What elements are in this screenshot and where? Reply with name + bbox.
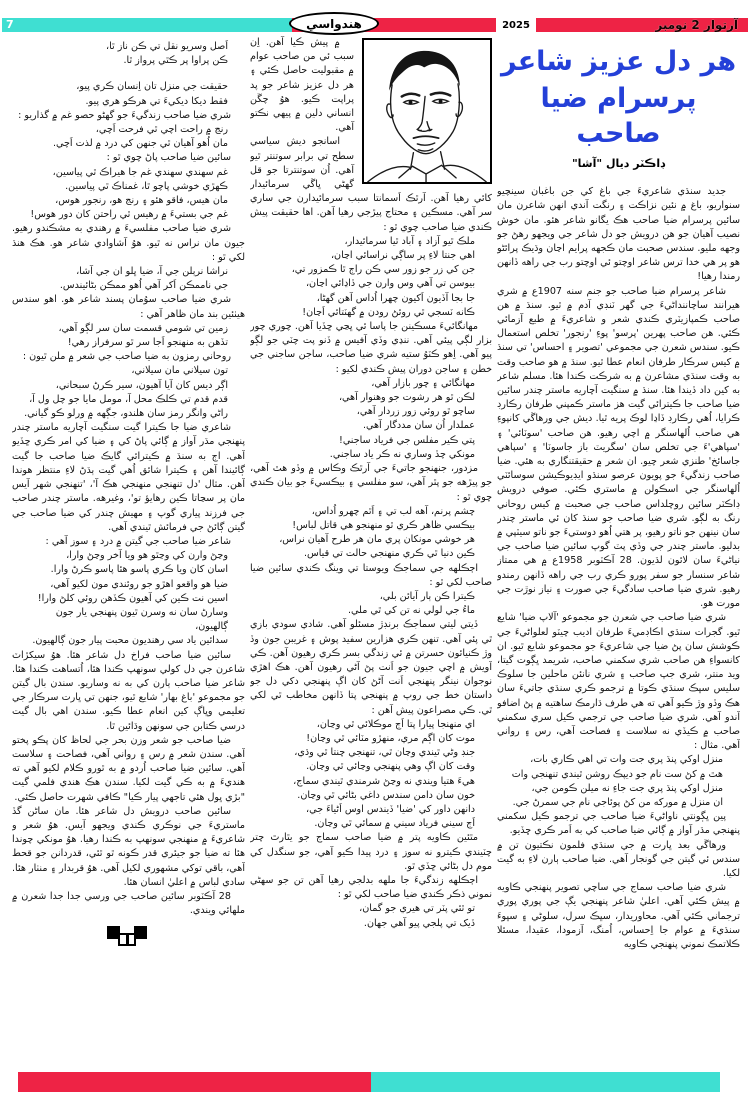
- paragraph: اسانجو ديش سياسي سطح تي برابر سوتنتر ٿيو آهي. اُن سوتنترتا جو قل گهڻي ڀاڱي سرمائيدار کائي رهيا آهن. آرٿڪ اَسمانتا سبب سرمائيدارن جي ساري سر آهي. مسڪين ۽ محتاج پيڙجي رهيا آهن. اها حقيقت پيش ڪندي ضيا صاحب چوي ٿو :: [250, 136, 492, 233]
- verse-line: ڪن پراوا پر ڪٿي پرواز ٿا.: [123, 55, 228, 67]
- paragraph: شاعري ضيا جا ڪيترا گيت سنگيت آچاريه ماستر چندر پنهنجي مڌر آواز ۾ ڳائي پاڻ کي ۽ ضيا کي امر ڪري ڇڏيو آهي. اڄ به سنڌ ۾ ڪيترائي گايڪ ضيا صاحب جا گيت ڳائيندا آهن ۽ ڪيترا شائق اُهي گيت ٻڌڻ لاءِ منتظر هوندا آهن. مثال 'دل تنهنجي منهنجي هڪ آ'، 'تنهنجي شهر آيس مان پر سڃاتا ڪين رهايؤ تو'، وغيرهه. ماستر چندر صاحب جي فرزند پياري گوپ ۽ مهيش چندر کي ضيا صاحب جي گيتن ڳائڻ جي فرمائش ٿيندي آهي.: [12, 422, 245, 533]
- verse-line: تون سيلاني مان سيلاني،: [131, 365, 228, 377]
- page-number: 7: [6, 18, 14, 31]
- verse-line: تڏهن به منهنجو اَجا سر ٿو سرفراز رهي!: [67, 337, 228, 349]
- paragraph: مٿئين ڪاويه پتر ۾ ضيا صاحب سماج جو يٿارٿ چتر چٽيندي ڪيترو نه سوز ۽ درد پيدا ڪيو آهي، جو سنگدل کي موم دل بڻائي ڇڏي ٿو.: [250, 832, 492, 872]
- verse-line: مان هيس، فاقو هئو ۽ رنج هو، رنجور هوس،: [55, 195, 228, 207]
- verse-line: جن کي زر جو زور سي ڪن راڄ ٿا ڪمزور تي،: [291, 264, 475, 276]
- verse-line: عملدار اُن سان مددگار آهي.: [362, 420, 475, 432]
- newspaper-logo: [289, 12, 379, 35]
- paragraph: سائين صاحب درويش دل شاعر هئا. مان ساڻن گڏ ماستريءَ جي نوڪري ڪندي ويجهو آيس. هوُ شعر و شاعريءَ ۾ منهنجي سونهپ به ڪندا رهيا. هوُ مونکي چوندا هئا ته ضيا جو جيئري قدر ڪونه ٿو ٿئي، قدردانن جو قحط آهي، باقي توکي مشهوري لکيل آهي. هوُ قربدار ۽ منٺار هئا. سادي لباس ۾ اعليٰ انسان هئا.: [12, 805, 245, 888]
- verse-line: اسان کان ويا ڪري پاسو هئا پاسو ڪرڻ وارا.: [50, 564, 228, 576]
- verse-line: منزل اوکي پنڌ پري جت وات تي اهي ڪاري بات،: [530, 754, 723, 766]
- verse-line: موت کان اڳم مري، منهڙو مٽائي ٿي وڃان!: [306, 732, 475, 744]
- paragraph: ۾ پيش ڪيا آهن. اِن سبب ئي من صاحب عوام ۾ مقبوليت حاصل ڪئي ۽ هر دل عزيز شاعر جو پد پراپت ڪيو. هوُ چڱن انساني دلين ۾ پيهي نڪتو آهي.: [250, 37, 354, 134]
- masthead-date: آرتوار 2 نومبر: [655, 18, 738, 32]
- paragraph: شري ضيا صاحب مفلسيءَ ۾ رهندي به مشڪندو رهيو. جيون مان نراس نه ٿيو. هوُ آشاوادي شاعر هو. هڪ هنڌ لکي ٿو :: [12, 223, 245, 263]
- verse-line: ان منزل ۾ مورکه من کڻ پوئاجي نام جي سمرڻ جي.: [512, 796, 723, 808]
- verse-line: ضيا هو واقعو اهڙو جو روئندي مون لکيو آهي،: [50, 578, 228, 590]
- verse-line: پتي ڪير مفلس جي فرياد ساجني!: [338, 434, 475, 446]
- verse-line: غم جي بستيءَ ۾ رهيس ٿي راحتن کان دور هوس!: [30, 209, 228, 221]
- verse-line: سدائين ياد سي رهنديون محبت پيار جون ڳالهيون.: [32, 635, 228, 647]
- verse-line: خون سان دامن سندس داغي بڻائي ٿي وڃان.: [297, 789, 475, 801]
- paragraph: جديد سنڌي شاعريءَ جي باغ کي جن باغبان سينچيو سنواريو، باغ ۾ نئين نزاڪت ۽ رنگت آندي انهن شاعرن مان سائين پرسرام ضيا صاحب هڪ يگانو شاعر هئو. مان خوش نصيب آهيان جو هن درويش جو دل شاعر جي ويجهو رهڻ جو وجهه مليو. سندس صحبت مان ڪجهه پرايم اڃان وڌيڪ پرائڻو هو پر هي خدا ترس شاعر اوچتو ئي اوچتو رب جي راهه ڏانهن رمندا رهيا!: [497, 186, 740, 283]
- verse-line: ڪهڙي خوشي پاچو ٿا، غمناڪ ٿي پياسين.: [65, 180, 228, 192]
- verse-line: جا بجا آڏيون اَکيون چهرا اُداس آهن گهڻا،: [316, 292, 475, 304]
- verse-line: غم سهندي سهندي غم جا هيراڪ ٿي پياسين،: [52, 166, 228, 178]
- verse-line: جنڊ وڻي ٿيندي وڃان ٿي، تنهنجي چنتا ٿي وڌي،: [294, 747, 475, 759]
- verse-line: راڻي وانگر رمز سان هلندو، جڳهه ۾ ورلو ڪو گياني.: [24, 408, 228, 420]
- verse-line: اڳر ديس کان آيا آهيون، سير ڪرڻ سبحاني،: [55, 379, 228, 391]
- verse-line: زمين تي شومي قسمت سان سر لڳو آهي،: [58, 322, 228, 334]
- verse-line: دانهن داور کي 'ضيا' ڏيندس اوس اَڻياءَ جي،: [306, 803, 475, 815]
- verse-line: فقط ديکا ديکيءَ تي هرڪو هري پيو.: [85, 95, 228, 107]
- paragraph: پين ڀڳونتي ناواڻيءَ ضيا صاحب جي ترجمو ڪيل سکمني پنهنجي مڌر آواز ۾ ڳائي ضيا صاحب کي به اَمر ڪري ڇڏيو.: [497, 811, 740, 837]
- verse-line: ڪيترا ڪن ٻار آيائن بلي،: [379, 590, 475, 602]
- paragraph: شاعر پرسرام ضيا صاحب جو جنم سنه 1907ع ۾ شري هيرانند ساچاننداڻيءَ جي گهر ٽنڊي آدم ۾ ٿيو. سنڌ ۾ هن صاحب ڪمپازيٽري ڪندي شعر و شاعريءَ ۾ طبع آزمائي ڪئي. هن صاحب پهرين 'پرسو' پوءِ 'رنجور' تخلص استعمال ڪيو. سندس شعرن جي مجموعي 'تصوير ۽ احساس' تي سنڌ ۾ کيس سرڪار طرفان انعام عطا ٿيو. سنڌ ۾ هو صاحب وقت به وقت سنڌي مشاعرن ۾ به شرڪت ڪندا هئا. مسلم شاعر به کين داد ڏيندا هئا. سنڌ ۾ سنگيت آچاريه ماستر چندر سائين ضيا صاحب جا ڪيترائي گيت هز ماستر ڪمپني طرفان رڪارڊ ڪرايا، اُهي رڪارڊ ڏاڍا لوڪ پريه ٿيا. ديش جي ورهاڱي کانپوءِ هي صاحب اُلهاسنگر ۾ اچي رهيو. هن صاحب 'سوٽائي' ۽ 'سپاهي'ءَ جي تخلص سان 'سگريٽ باز جاسوٽا' ۽ 'سپاهي جاسائخ' طنزي شعر چيو. ان شعر ۾ حقيقتنگاري به هئي. ضيا صاحب زندگيءَ جو پويون عرصو سنڌو ايڊيوڪيشن سوسائٽي اُلهاسنگر جي اسڪولن ۾ ماستري ڪئي. صوفي درويش ڊاڪٽر سائين روچلداس صاحب جي صحبت ۾ کيس روحاني رنگ به لڳو. شري ضيا صاحب جو سنڌ کان ئي ماستر چندر سان نينهن جو ناتو رهيو، پر هتي اُهو دوستيءَ جو ناتو سيٽپي ۾ بدليو. ماستر چندر جي وڏي پٽ گوپ سائين ضيا صاحب جي نياڻيءَ سان لائون لڌيون. 28 آڪٽوبر 1958ع ۾ هي ممتاز شاعر سنسار جو سفر پورو ڪري رب جي راهه ڏانهن رمندو رهيو. شري ضيا صاحب سادگيءَ جي صورت ۽ نياز نوڙت جي مورت هو.: [497, 285, 740, 610]
- article-text-left: [12, 40, 245, 918]
- paragraph: شري ضيا صاحب زندگيءَ جو گهڻو حصو غم ۾ گذاريو :: [18, 109, 231, 121]
- newspaper-name: هندواسي: [306, 16, 362, 31]
- paragraph: اڄڪلهه زندگيءَ جا ملهه بدلجي رهيا آهن تن جو سهڻي نموني ذڪر ڪندي ضيا صاحب لکي ٿو :: [250, 874, 492, 901]
- column-left: [12, 40, 245, 1075]
- paragraph: اڄڪلهه جي سماجڪ ويوستا تي وينگ ڪندي سائين ضيا صاحب لکي ٿو :: [250, 562, 492, 588]
- paragraph: سائين ضيا صاحب فراخ دل شاعر هئا. هوُ سيکڙاٽ شاعرن جي دل کولي سونهپ ڪندا هئا، اُتساهت ڪندا هئا. شاعر ضيا صاحب ٻارن کي به نه وساريو. سندن بال گيتن جو مجموعو 'باغ بهار' شايع ٿيو، جنهن تي ڀارت سرڪار جي تعليمي وڀاڳ کين انعام عطا ڪيو. سندن اهي بال گيت درسي ڪتابن جي سونهن وڌائين ٿا.: [12, 649, 245, 732]
- verse-line: رنج ۾ راحت اچي ٿي فرحت اَچي،: [95, 124, 228, 136]
- verse-line: نراشا نرٻلن جي آ، ضيا ڀلو ان جي آشا،: [76, 266, 228, 278]
- verse-line: اَصل وسريو نقل تي ڪن ناز ٿا،: [106, 41, 228, 52]
- verse-line: منزل اوکي پنڌ پري جت جاءِ نه ميلن ڪومن جي،: [531, 782, 723, 794]
- article-headline-line2: پرسرام ضيا صاحب: [540, 83, 697, 149]
- verse-line: هيءَ هتيا ويندي نه وڃڻ شرمندي ٿيندي سماج،: [293, 775, 475, 787]
- paragraph: مهانگائيءَ مسڪينن جا پاسا ئي ڀڃي ڇڏيا آهن. چوري چور بزار لڳي پيئي آهي. ننڍي وڏي آفيس ۾ ڏنو پت چٽي جو لڳو پيو آهي. اِهو ڪٽوُ ستيه شري ضيا صاحب، ساجن ساجني جي خطن ۽ ساجن دوران پيش ڪندي لکيو :: [250, 321, 492, 375]
- paragraph: روحاني رمزون به ضيا صاحب جي شعر ۾ ملن ٿيون :: [22, 351, 231, 363]
- verse-line: هر خوشي مونکان پري مان هر طرح آهيان نراس،: [279, 534, 475, 546]
- verse-line: ماءُ جي لولي نه تن کي ٿي ملي.: [347, 605, 475, 617]
- verse-line: اَڄ سيني فرياد سيني ۾ سمائي ٿي وڃان.: [314, 818, 475, 830]
- verse-line: اسين نت ڪين کي آهيون ڪڏهن روئي کلڻ وارا!: [37, 592, 228, 604]
- verse-line: جي ناممڪن اَکر آهي اُهو ممڪن بڻائيندس.: [59, 280, 228, 292]
- verse-line: قدم قدم تي ڪلڪ محل آ، مومل مايا جو چل ول آ،: [29, 393, 228, 405]
- article-text-right: [497, 185, 740, 952]
- spacer: [12, 68, 245, 80]
- paragraph: شري ضيا صاحب جي شعرن جو مجموعو 'آلاپ ضيا' شايع ٿيو. گجرات سنڌي اڪاڊميءَ طرفان اديب چيٽو لعلواڻيءَ جي ڪوشش سان پڻ ضيا جي شاعريءَ جو مجموعو شايع ٿيو. ان کانسواءِ هن صاحب شري سکمني صاحب، شريمد ڀڳوت گيتا، ويد منتر، شري جپ صاحب ۽ شري نانئن ماحلين جا سلوڪ سليس سڀڪ سنڌي ڪوتا ۾ ترجمو ڪري سنڌي جاتيءَ سان هڪ وڏو وڙ ڪيو آهي ته هي طرف ڌارمڪ ساهتيه ۾ پڻ اضافو آندو آهي. شري ضيا صاحب جي ترجمي ڪيل سري سکمني صاحب ۾ ڪيڏي نه سلاست ۽ فصاحت آهي، رس ۽ رواني آهي. مثال :: [497, 612, 740, 752]
- verse-line: تو ٿئي پٽر تي هيري جو گمان،: [359, 903, 475, 915]
- verse-line: اهي جنتا لاءِ پر ساڳي نراسائي اڃان،: [330, 250, 475, 262]
- verse-line: چشم پرنم، آهه لب تي ۽ اَٿم چهرو اُداس،: [311, 505, 475, 517]
- article-headline-line1: هر دل عزيز شاعر: [500, 46, 737, 77]
- verse-line: مان اُهو آهيان ٿي جنهن کي درد ۾ لذت اَچي.: [52, 138, 228, 150]
- verse-line: ڪانه ٽسجي ٿي روئڻ رودن ۾ گهٽتائي اَڃان!: [302, 306, 475, 318]
- verse-line: بيوسن تي آهي وس وارن جي ڏاڍائي اڃان،: [305, 278, 475, 290]
- footer-teal-bar: [371, 1072, 720, 1092]
- masthead-teal-band: [2, 18, 292, 32]
- paragraph: سائين ضيا صاحب پاڻ چوي ٿو :: [106, 152, 231, 164]
- verse-line: وڃڻ وارن کي وڃٿو هو ويا آخر وڃڻ وارا،: [66, 550, 228, 562]
- paragraph: 28 آڪٽوبر سائين صاحب جي ورسي جدا جدا شعرن ۾ ملهائي ويندي.: [12, 890, 245, 917]
- paragraph: شري ضيا صاحب سوُمان پسند شاعر هو. اهو سندس هيٺئين بند مان ظاهر آهي :: [12, 294, 245, 320]
- paragraph: شري ضيا صاحب سماج جي ساچي تصوير پنهنجي ڪاويه ۾ پيش ڪئي آهي. اعليٰ شاعر پنهنجي يڳ جي پوري پوري ترجماني ڪئي آهي. محاوريدار، سڀڪ سرل، سلوڻي ۽ سڀوءَ سنڌيءَ ۾ عوام جا اِحساس، اُمنگ، آزمودا، عقيدا، مسئلا ڪلاتمڪ نموني پنهنجي ڪاويه: [497, 882, 740, 950]
- masthead-year: 2025: [496, 18, 536, 32]
- paragraph: ضيا صاحب جو شعر وزن بحر جي لحاظ کان پڪو پختو آهي. سندن شعر ۾ رس ۽ رواني آهي، فصاحت ۽ سلاست آهي. سائين ضيا صاحب اُردو ۾ به ٿورو ڪلام لکيو آهي ته هنديءَ ۾ به ڪي گيت لکيا. سندن هڪ هندي فلمي گيت "بڙي ڀول هئي تاجهي پيار ڪيا" ڪافي شهرت حاصل ڪئي.: [12, 734, 245, 803]
- verse-line: ڪين دنيا ٿي ڪري منهنجي حالت تي قياس.: [303, 548, 475, 560]
- column-middle: [250, 36, 492, 1050]
- verse-line: اي منهنجا پيارا پتا اَڄ موڪلائي ٿي وڃان،: [316, 718, 475, 730]
- verse-line: مونکي چڏ وساري نه ڪر ياد ساجني.: [329, 448, 475, 460]
- verse-line: وسارڻ سان نه وسرن ٿيون پنهنجي يار جون ڳالهيون،: [55, 606, 228, 633]
- footer-red-bar: [18, 1072, 371, 1092]
- verse-line: حقيقت جي منزل تان اِنسان ڪري پيو،: [76, 81, 228, 93]
- verse-line: هٿ ۾ کڻ ست نام جو ديپڪ روشن ٿيندي تنهنجي وات: [511, 768, 723, 780]
- verse-line: ملڪ ٿيو آزاد ۽ آباد ٿيا سرمائيدار،: [344, 235, 475, 247]
- paragraph: ڏيتي ليتي سماجڪ برنڊڙ مسئلو آهي. شادي سودي بازي ٿي پئي آهي. تنهن ڪري هزارين سفيد پوش ۽ غريبن جون وڏ وڙ ڪنيائون حسرتن ۾ ئي زندگي بسر ڪري رهيون آهن. ڪي آويش ۾ اچي جيون جو اَنت پڻ آڻي رهيون آهن. هڪ اهڙي نوجوان نينگر پنهنجي اَنت آڻڻ کان اڳ پنهنجي دکي دل جو داستان خط جي روپ ۾ پنهنجي پتا ڏانهن مخاطب ٿي لکي ٿي. ڪي مصراعون پيش آهن :: [250, 619, 492, 716]
- paragraph: ورهاڱي بعد ڀارت ۾ جي سنڌي فلمون نڪتيون تن ۾ سندس ئي گيتن جي گونجار آهي. ضيا صاحب ٻارن لاءِ به گيت لکيا.: [497, 839, 740, 879]
- column-right: [497, 42, 740, 1050]
- verse-line: ڏيک تي پلجي پيو آهي جهان.: [363, 917, 475, 929]
- end-of-article-mark: [12, 926, 245, 948]
- poet-portrait: [362, 38, 492, 184]
- paragraph: شاعر ضيا صاحب جي گيتن ۾ درد ۽ سوز آهي :: [45, 535, 231, 547]
- verse-line: مهانگائي ۽ چور بازار آهي،: [371, 377, 475, 389]
- verse-line: ساچو ٿو روئي زور زردار آهي،: [356, 406, 475, 418]
- verse-line: وقت کان اڳ وهي پنهنجي وڃائي ٿي وڃان.: [306, 761, 475, 773]
- verse-line: لڪن ٿو هر رشوت جو وهنوار آهي،: [338, 392, 475, 404]
- article-byline: ڊاڪٽر ديال "آشا": [571, 157, 666, 170]
- paragraph: مزدور، جنهنجو جاتيءَ جي آرٿڪ وڪاس ۾ وڏو هٿ آهي، جو پيڙهه جو پٿر آهي، سو مفلسي ۽ بيڪسيءَ جو بيان ڪندي چوي ٿو :: [250, 463, 492, 503]
- verse-line: بيڪسي ظاهر ڪري ٿو منهنجو هي قاتل لباس!: [292, 519, 475, 531]
